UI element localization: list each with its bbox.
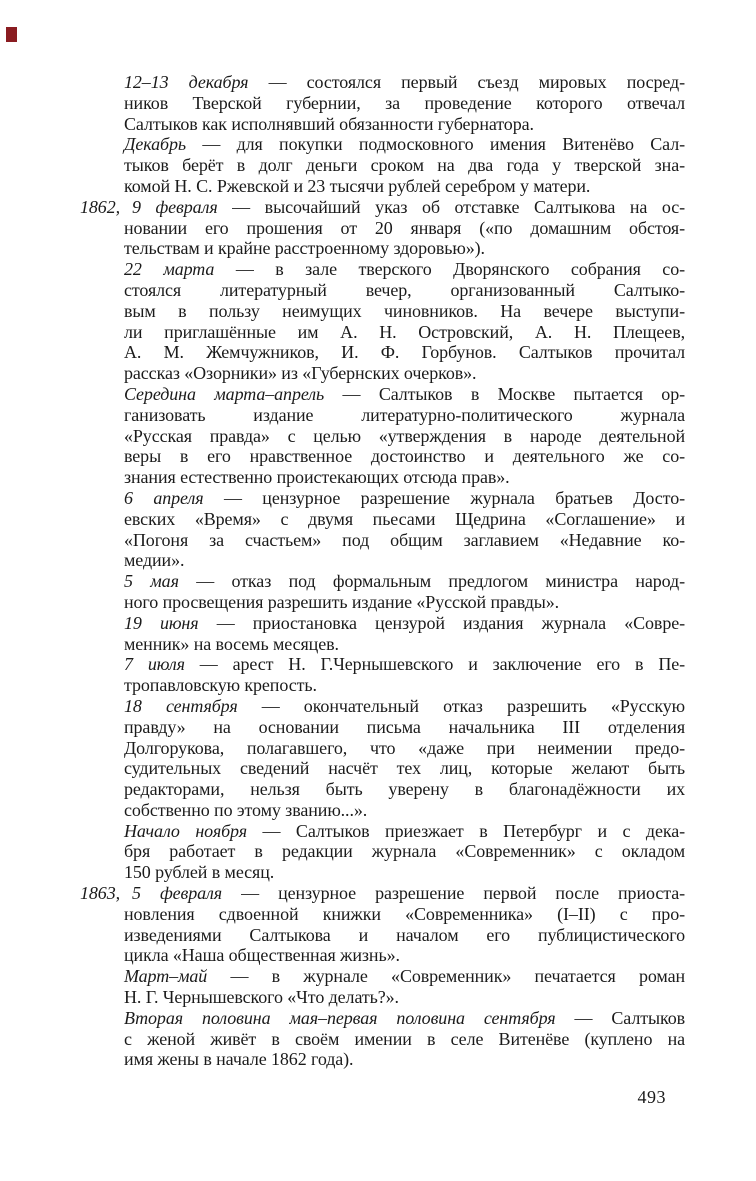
- chronology-text: [80, 72, 686, 1070]
- text-line: стоялся литературный вечер, организованный Салтыко-: [124, 279, 685, 300]
- entry-date-label: 18 сентября: [124, 695, 238, 716]
- entry-date-label: 9 февраля: [132, 196, 218, 217]
- entry-year-label: 1863,: [80, 883, 121, 904]
- text-line: «Погоня за счастьем» под общим заглавием «Недавние ко-: [124, 529, 685, 550]
- text-line: редакторами, нельзя быть уверену в благонадёжности их: [124, 779, 685, 800]
- entry-date-label: 6 апреля: [124, 487, 204, 508]
- entry-date-label: 5 февраля: [132, 883, 223, 904]
- text-line: тропавловскую крепость.: [124, 675, 317, 696]
- text-line: Салтыков как исполнявший обязанности губернатора.: [124, 113, 534, 134]
- entry-date-label: Декабрь: [124, 134, 186, 155]
- text-line: новления сдвоенной книжки «Современника» (I–II) с про-: [124, 903, 685, 924]
- page-number: 493: [637, 1087, 666, 1107]
- text-line: с женой живёт в своём имении в селе Витенёве (куплено на: [124, 1028, 685, 1049]
- text-line: 6 апреля — цензурное разрешение журнала братьев Досто-: [124, 487, 685, 508]
- entry-date-label: Вторая половина мая–первая половина сентября: [124, 1007, 556, 1028]
- text-line: рассказ «Озорники» из «Губернских очерков».: [124, 363, 477, 384]
- text-line: 1863, 5 февраля — цензурное разрешение первой после приоста-: [80, 883, 685, 904]
- entry-date-label: Март–май: [124, 966, 208, 987]
- text-line: 12–13 декабря — состоялся первый съезд мировых посред-: [124, 72, 686, 92]
- text-line: 5 мая — отказ под формальным предлогом министра народ-: [124, 571, 685, 592]
- entry-date-label: 12–13 декабря: [124, 72, 249, 92]
- text-line: знания естественно проистекающих отсюда прав».: [124, 467, 510, 488]
- entry-date-label: Середина марта–апрель: [124, 383, 325, 404]
- page-corner-mark: [6, 27, 17, 42]
- text-line: веры в его нравственное достоинство и деятельного же со-: [124, 446, 685, 467]
- entry-year-label: 1862,: [80, 196, 121, 217]
- text-line: А. М. Жемчужников, И. Ф. Горбунов. Салтыков прочитал: [124, 342, 685, 363]
- text-line: евских «Время» с двумя пьесами Щедрина «Соглашение» и: [124, 508, 685, 529]
- text-line: цикла «Наша общественная жизнь».: [124, 945, 400, 966]
- entry-date-label: 5 мая: [124, 571, 179, 592]
- text-line: собственно по этому званию...».: [124, 799, 368, 820]
- text-line: имя жены в начале 1862 года).: [124, 1049, 354, 1070]
- text-line: Начало ноября — Салтыков приезжает в Петербург и с дека-: [124, 820, 686, 841]
- text-line: 18 сентября — окончательный отказ разрешить «Русскую: [124, 695, 685, 716]
- text-line: изведениями Салтыкова и началом его публицистического: [124, 924, 685, 945]
- text-line: Н. Г. Чернышевского «Что делать?».: [124, 987, 399, 1008]
- text-line: тельствам и крайне расстроенному здоровью»).: [124, 238, 485, 259]
- text-line: тыков берёт в долг деньги сроком на два года у тверской зна-: [124, 155, 685, 176]
- entry-date-label: Начало ноября: [124, 820, 247, 841]
- text-line: ли приглашённые им А. Н. Островский, А. Н. Плещеев,: [124, 321, 685, 342]
- text-line: «Русская правда» с целью «утверждения в народе деятельной: [124, 425, 685, 446]
- text-line: менник» на восемь месяцев.: [124, 633, 339, 654]
- text-line: 7 июля — арест Н. Г.Чернышевского и заключение его в Пе-: [124, 654, 685, 675]
- text-line: Март–май — в журнале «Современник» печатается роман: [124, 966, 685, 987]
- text-line: новании его прошения от 20 января («по домашним обстоя-: [124, 217, 685, 238]
- text-line: бря работает в редакции журнала «Современник» с окладом: [124, 841, 685, 862]
- text-line: Середина марта–апрель — Салтыков в Москве пытается ор-: [124, 383, 685, 404]
- text-line: вым в пользу неимущих чиновников. На вечере выступи-: [124, 300, 685, 321]
- entry-date-label: 22 марта: [124, 259, 215, 280]
- text-line: ганизовать издание литературно-политического журнала: [124, 404, 685, 425]
- text-line: медии».: [124, 550, 185, 571]
- text-line: Декабрь — для покупки подмосковного имения Витенёво Сал-: [124, 134, 685, 155]
- text-line: ного просвещения разрешить издание «Русской правды».: [124, 591, 560, 612]
- entry-date-label: 19 июня: [124, 612, 199, 633]
- text-line: правду» на основании письма начальника III отделения: [124, 716, 685, 737]
- entry-date-label: 7 июля: [124, 654, 185, 675]
- text-line: Долгорукова, полагавшего, что «даже при неимении предо-: [124, 737, 685, 758]
- text-line: 1862, 9 февраля — высочайший указ об отставке Салтыкова на ос-: [80, 196, 685, 217]
- text-line: 22 марта — в зале тверского Дворянского собрания со-: [124, 259, 685, 280]
- text-line: 19 июня — приостановка цензурой издания журнала «Совре-: [124, 612, 685, 633]
- text-line: комой Н. С. Ржевской и 23 тысячи рублей серебром у матери.: [124, 175, 591, 196]
- text-line: 150 рублей в месяц.: [124, 862, 275, 883]
- text-line: ников Тверской губернии, за проведение которого отвечал: [124, 92, 685, 113]
- text-line: судительных сведений насчёт тех лиц, которые желают быть: [124, 758, 685, 779]
- text-line: Вторая половина мая–первая половина сентября — Салтыков: [124, 1007, 685, 1028]
